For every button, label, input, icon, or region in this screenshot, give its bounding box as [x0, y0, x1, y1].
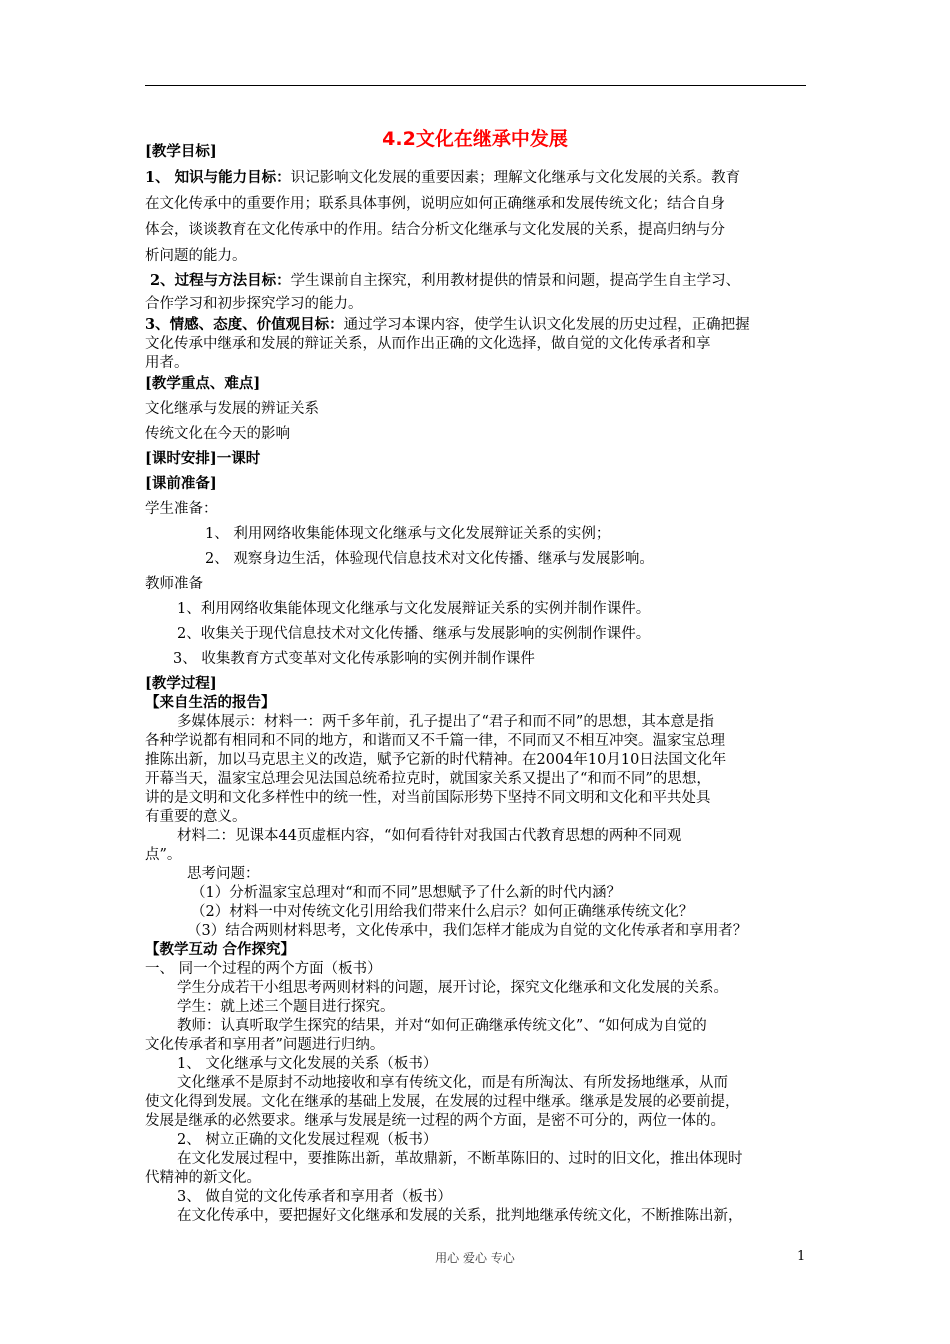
- text-line: 文化传承中继承和发展的辩证关系，从而作出正确的文化选择，做自觉的文化传承者和享: [145, 336, 711, 352]
- text-line: 材料二：见课本44页虚框内容，“如何看待针对我国古代教育思想的两种不同观: [177, 828, 682, 844]
- text-line: 1、 文化继承与文化发展的关系（板书）: [177, 1056, 438, 1072]
- text-line: [145, 168, 740, 188]
- text-line: 1、 利用网络收集能体现文化继承与文化发展辩证关系的实例；: [205, 526, 611, 542]
- page-footer: 用心 爱心 专心: [435, 1251, 515, 1265]
- line-text: 通过学习本课内容，使学生认识文化发展的历史过程，正确把握: [343, 317, 750, 333]
- text-line: 2、 树立正确的文化发展过程观（板书）: [177, 1132, 438, 1148]
- text-line: [150, 271, 740, 291]
- text-line: [课前准备]: [145, 475, 217, 492]
- text-line: 【来自生活的报告】: [145, 694, 276, 711]
- line-text: 学生课前自主探究，利用教材提供的情景和问题，提高学生自主学习、: [290, 273, 741, 289]
- text-line: 【教学互动 合作探究】: [145, 941, 296, 958]
- text-line: 使文化得到发展。文化在继承的基础上发展，在发展的过程中继承。继承是发展的必要前提，: [145, 1094, 740, 1110]
- text-line: 体会，谈谈教育在文化传承中的作用。结合分析文化继承与文化发展的关系，提高归纳与分: [145, 222, 725, 238]
- document-title: 4.2文化在继承中发展: [382, 128, 568, 150]
- text-line: 文化继承与发展的辨证关系: [145, 401, 319, 417]
- text-line: 发展是继承的必然要求。继承与发展是统一过程的两个方面，是密不可分的，两位一体的。: [145, 1113, 725, 1129]
- text-line: 2、 观察身边生活，体验现代信息技术对文化传播、继承与发展影响。: [205, 551, 654, 567]
- text-line: 各种学说都有相同和不同的地方，和谐而又不千篇一律，不同而又不相互冲突。温家宝总理: [145, 733, 725, 749]
- text-line: 教师准备: [145, 576, 203, 592]
- line-heading: 1、 知识与能力目标：: [145, 169, 291, 186]
- text-line: 思考问题：: [187, 866, 260, 882]
- line-heading: 3、情感、态度、价值观目标：: [145, 316, 344, 333]
- text-line: [教学目标]: [145, 143, 217, 160]
- text-line: 文化传承者和享用者”问题进行归纳。: [145, 1037, 385, 1053]
- line-text: 识记影响文化发展的重要因素；理解文化继承与文化发展的关系。教育: [290, 170, 741, 186]
- text-line: 3、 收集教育方式变革对文化传承影响的实例并制作课件: [173, 651, 535, 667]
- text-line: 开幕当天，温家宝总理会见法国总统希拉克时，就国家关系又提出了“和而不同”的思想，: [145, 771, 711, 787]
- text-line: 在文化传承中的重要作用；联系具体事例，说明应如何正确继承和发展传统文化；结合自身: [145, 196, 725, 212]
- text-line: （1）分析温家宝总理对“和而不同”思想赋予了什么新的时代内涵？: [191, 885, 622, 901]
- page-number: 1: [797, 1249, 806, 1264]
- text-line: [教学过程]: [145, 675, 217, 692]
- text-line: 在文化发展过程中，要推陈出新，革故鼎新，不断革陈旧的、过时的旧文化，推出体现时: [177, 1151, 743, 1167]
- text-line: 用者。: [145, 355, 189, 371]
- text-line: [145, 315, 750, 335]
- text-line: 学生：就上述三个题目进行探究。: [177, 999, 395, 1015]
- text-line: （2）材料一中对传统文化引用给我们带来什么启示？如何正确继承传统文化？: [191, 904, 694, 920]
- text-line: 2、收集关于现代信息技术对文化传播、继承与发展影响的实例制作课件。: [177, 626, 651, 642]
- text-line: 析问题的能力。: [145, 248, 247, 264]
- text-line: 学生分成若干小组思考两则材料的问题，展开讨论，探究文化继承和文化发展的关系。: [177, 980, 728, 996]
- header-rule: [145, 85, 806, 86]
- text-line: 传统文化在今天的影响: [145, 426, 290, 442]
- text-line: 有重要的意义。: [145, 809, 247, 825]
- text-line: 教师：认真听取学生探究的结果，并对“如何正确继承传统文化”、“如何成为自觉的: [177, 1018, 707, 1034]
- text-line: 多媒体展示：材料一：两千多年前，孔子提出了“君子和而不同”的思想，其本意是指: [177, 714, 714, 730]
- text-line: 学生准备：: [145, 501, 218, 517]
- text-line: 推陈出新，加以马克思主义的改造，赋予它新的时代精神。在2004年10月10日法国文化年: [145, 752, 727, 768]
- text-line: 1、利用网络收集能体现文化继承与文化发展辩证关系的实例并制作课件。: [177, 601, 651, 617]
- text-line: 在文化传承中，要把握好文化继承和发展的关系，批判地继承传统文化，不断推陈出新，: [177, 1208, 743, 1224]
- text-line: 文化继承不是原封不动地接收和享有传统文化，而是有所淘汰、有所发扬地继承，从而: [177, 1075, 728, 1091]
- text-line: 代精神的新文化。: [145, 1170, 261, 1186]
- text-line: [课时安排]一课时: [145, 450, 261, 467]
- text-line: 点”。: [145, 847, 182, 863]
- text-line: [教学重点、难点]: [145, 375, 261, 392]
- text-line: 讲的是文明和文化多样性中的统一性，对当前国际形势下坚持不同文明和文化和平共处具: [145, 790, 711, 806]
- text-line: 3、 做自觉的文化传承者和享用者（板书）: [177, 1189, 452, 1205]
- text-line: （3）结合两则材料思考，文化传承中，我们怎样才能成为自觉的文化传承者和享用者？: [187, 923, 748, 939]
- text-line: 一、 同一个过程的两个方面（板书）: [145, 961, 382, 977]
- line-heading: 2、过程与方法目标：: [150, 272, 291, 289]
- text-line: 合作学习和初步探究学习的能力。: [145, 296, 363, 312]
